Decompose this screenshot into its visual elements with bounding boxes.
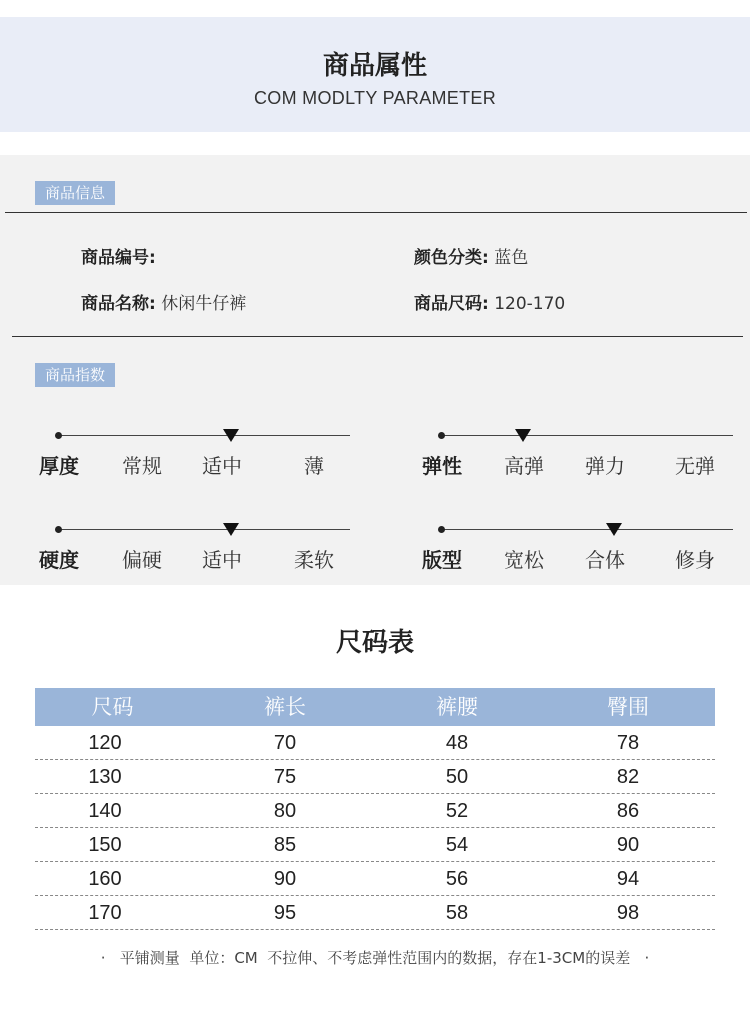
table-row [35,794,715,828]
table-cell: 120 [88,732,122,754]
scale-marker-icon [515,429,531,442]
product-name-label: 商品名称: [81,294,156,314]
size-table-header [35,688,715,726]
scale-marker-icon [223,429,239,442]
product-code-label: 商品编号: [81,248,156,268]
table-cell: 75 [273,766,297,788]
scale-option: 合体 [585,548,625,572]
scale-line [441,435,733,436]
table-cell: 54 [445,834,469,856]
scale-option: 高弹 [504,454,544,478]
table-cell: 90 [273,868,297,890]
column-header: 裤腰 [436,695,478,719]
column-header: 裤长 [264,695,306,719]
table-row [35,760,715,794]
note-bullet: · [100,949,106,967]
size-chart-title: 尺码表 [335,628,414,658]
scale-start-dot [438,526,445,533]
scale-name: 厚度 [39,454,79,478]
scale-name: 硬度 [39,548,79,572]
table-cell: 82 [616,766,640,788]
table-cell: 160 [88,868,122,890]
table-cell: 150 [88,834,122,856]
product-size-label: 商品尺码: [414,294,489,314]
table-cell: 94 [616,868,640,890]
table-cell: 95 [273,902,297,924]
info-divider-top [5,212,747,213]
scale-line [441,529,733,530]
table-cell: 56 [445,868,469,890]
table-cell: 52 [445,800,469,822]
table-cell: 78 [616,732,640,754]
table-cell: 90 [616,834,640,856]
index-tag: 商品指数 [35,363,115,387]
scale-option: 柔软 [294,548,334,572]
product-size-value: 120-170 [494,294,566,314]
table-row [35,896,715,930]
info-tag: 商品信息 [35,181,115,205]
scale-start-dot [55,432,62,439]
table-cell: 70 [273,732,297,754]
table-cell: 48 [445,732,469,754]
scale-line [58,529,350,530]
product-color-label: 颜色分类: [414,248,489,268]
page-subtitle: COM MODLTY PARAMETER [253,88,497,108]
scale-option: 弹力 [585,454,625,478]
product-color-value: 蓝色 [494,248,529,268]
table-cell: 140 [88,800,122,822]
product-color [414,243,528,268]
note-text: 平铺测量 单位：CM 不拉伸、不考虑弹性范围内的数据，存在1-3CM的误差 [119,949,631,967]
scale-start-dot [438,432,445,439]
table-cell: 170 [88,902,122,924]
table-row [35,726,715,760]
measurement-note [0,947,750,968]
table-row [35,862,715,896]
table-cell: 50 [445,766,469,788]
scale-option: 薄 [304,454,324,478]
table-cell: 86 [616,800,640,822]
scale-option: 适中 [202,548,242,572]
scale-marker-icon [223,523,239,536]
note-bullet: · [644,949,650,967]
column-header: 尺码 [91,695,134,719]
scale-option: 无弹 [675,454,715,478]
product-name [81,289,246,314]
scale-start-dot [55,526,62,533]
scale-marker-icon [606,523,622,536]
product-name-value: 休闲牛仔裤 [161,294,247,314]
scale-option: 修身 [675,548,715,572]
product-size [414,289,565,314]
table-row [35,828,715,862]
scale-option: 常规 [122,454,162,478]
table-cell: 98 [616,902,640,924]
scale-line [58,435,350,436]
product-code [81,243,156,268]
table-cell: 58 [445,902,469,924]
table-cell: 80 [273,800,297,822]
scale-name: 弹性 [422,454,462,478]
info-divider-bottom [12,336,743,337]
table-cell: 130 [88,766,122,788]
table-cell: 85 [273,834,297,856]
page-title: 商品属性 [322,51,427,81]
column-header: 臀围 [607,695,649,719]
scale-name: 版型 [422,548,462,572]
scale-option: 适中 [202,454,242,478]
scale-option: 偏硬 [122,548,162,572]
scale-option: 宽松 [504,548,544,572]
